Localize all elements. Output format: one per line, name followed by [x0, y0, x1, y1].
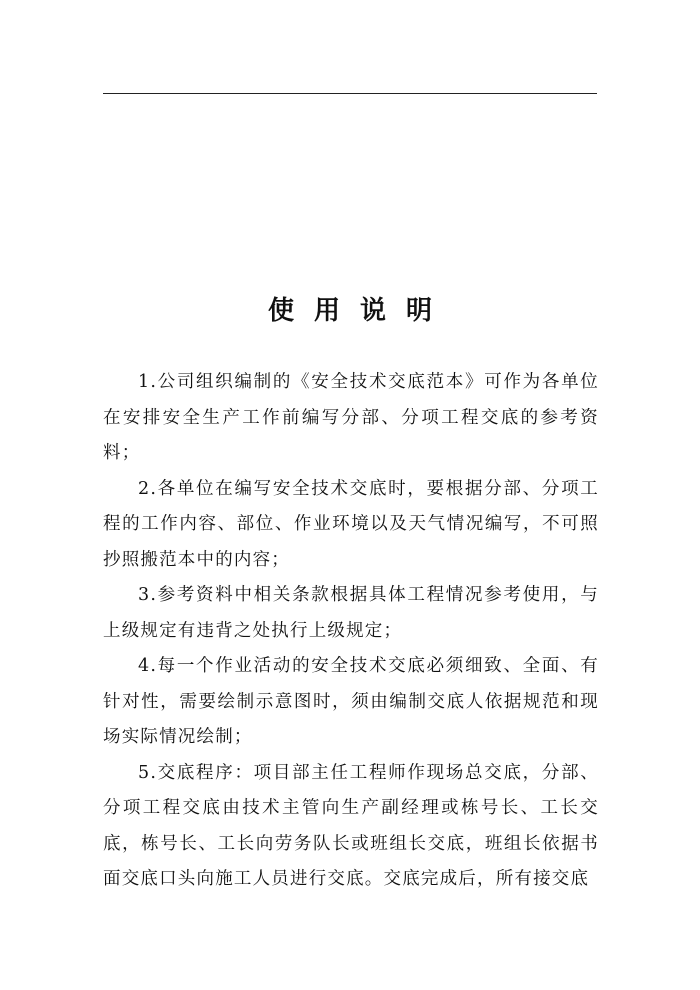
- paragraph-5: 5.交底程序：项目部主任工程师作现场总交底，分部、分项工程交底由技术主管向生产副经理或栋号长、工长交底，栋号长、工长向劳务队长或班组长交底，班组长依据书面交底口头向施工人员进行交底。交底完成后，所有接交底: [103, 762, 599, 889]
- page-title: 使用说明: [267, 296, 452, 326]
- header-rule: [103, 93, 597, 94]
- document-body: [103, 365, 599, 898]
- paragraph-3: 3.参考资料中相关条款根据具体工程情况参考使用，与上级规定有违背之处执行上级规定；: [103, 585, 599, 641]
- paragraph-4: 4.每一个作业活动的安全技术交底必须细致、全面、有针对性，需要绘制示意图时，须由编制交底人依据规范和现场实际情况绘制；: [103, 656, 599, 747]
- paragraph-2: 2.各单位在编写安全技术交底时，要根据分部、分项工程的工作内容、部位、作业环境以及天气情况编写，不可照抄照搬范本中的内容；: [103, 478, 599, 570]
- paragraph-1: 1.公司组织编制的《安全技术交底范本》可作为各单位在安排安全生产工作前编写分部、分项工程交底的参考资料；: [103, 372, 599, 463]
